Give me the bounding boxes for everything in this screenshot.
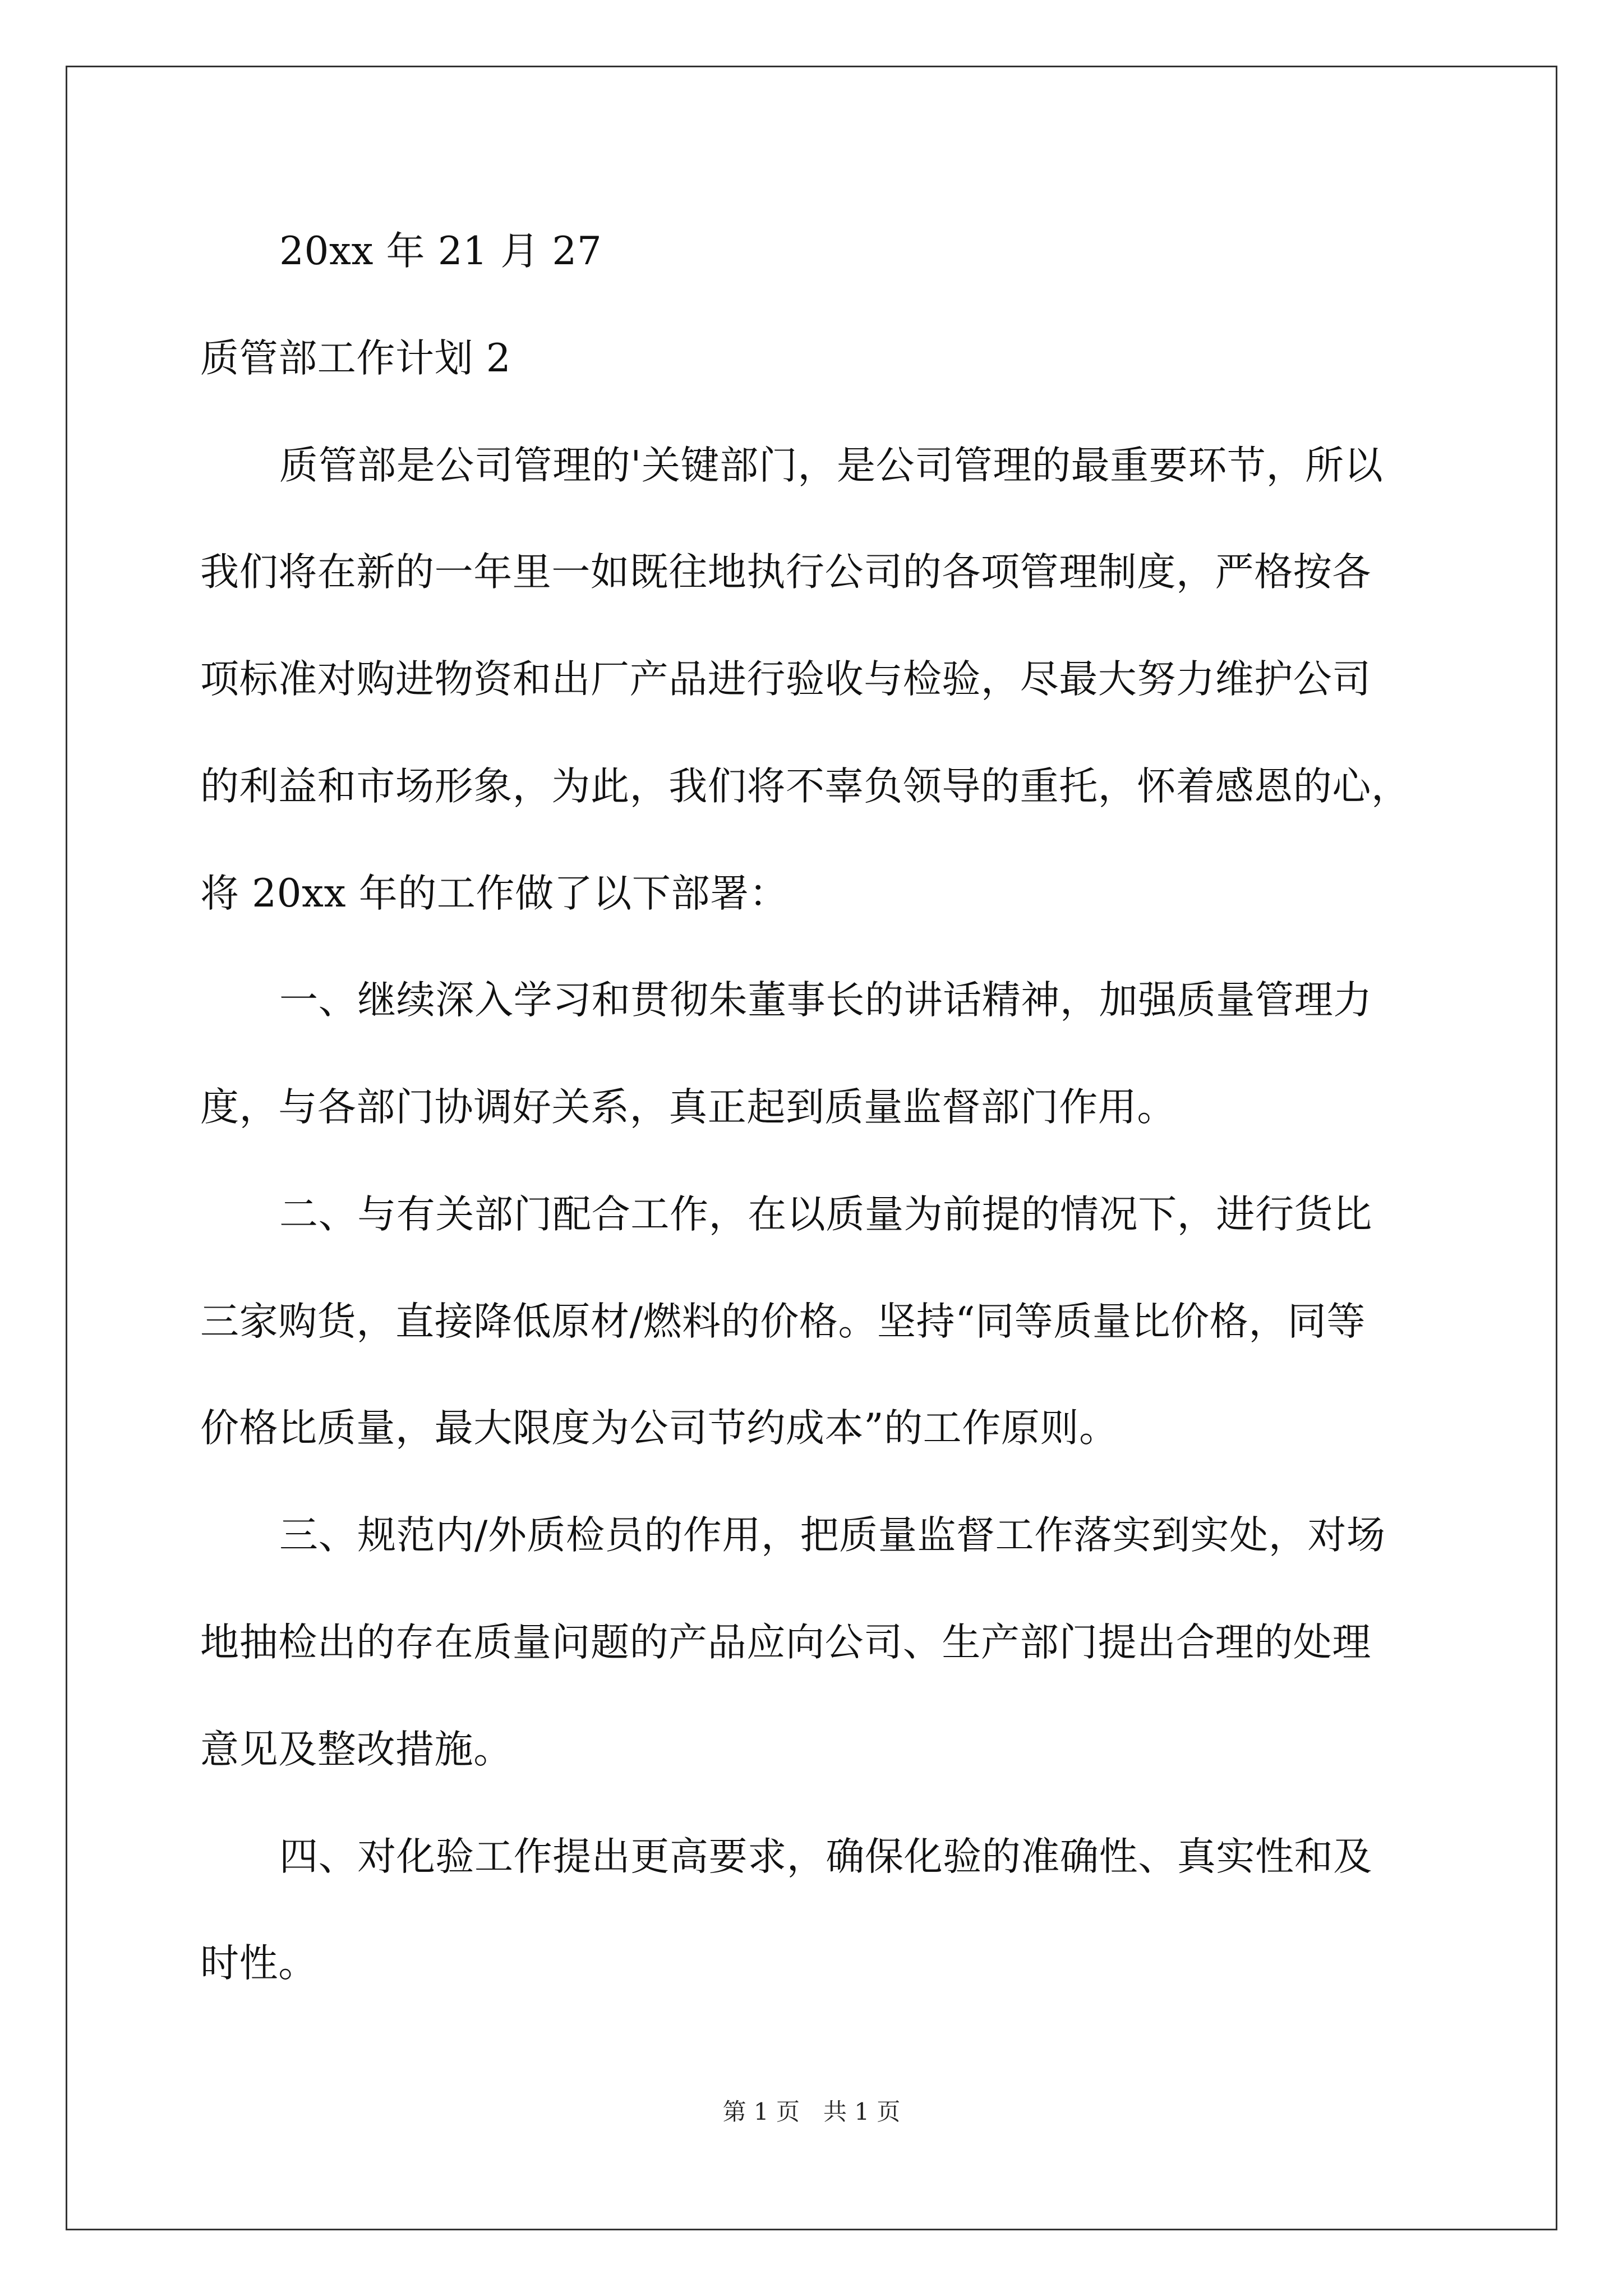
paragraph-line: 质管部是公司管理的'关键部门，是公司管理的最重要环节，所以 [279,443,1384,488]
paragraph-line: 地抽检出的存在质量问题的产品应向公司、生产部门提出合理的处理 [200,1620,1371,1665]
section-title: 质管部工作计划 2 [200,336,511,381]
paragraph-line: 意见及整改措施。 [200,1727,513,1772]
paragraph-line: 度，与各部门协调好关系，真正起到质量监督部门作用。 [200,1085,1176,1130]
date-line: 20xx 年 21 月 27 [279,229,602,274]
paragraph-line: 四、对化验工作提出更高要求，确保化验的准确性、真实性和及 [279,1834,1372,1879]
paragraph-line: 的利益和市场形象，为此，我们将不辜负领导的重托，怀着感恩的心， [200,764,1410,809]
paragraph-line: 三、规范内/外质检员的作用，把质量监督工作落实到实处，对场 [279,1513,1386,1558]
page-frame [66,66,1557,2230]
paragraph-line: 时性。 [200,1941,317,1986]
paragraph-line: 一、继续深入学习和贯彻朱董事长的讲话精神，加强质量管理力 [279,978,1372,1023]
paragraph-line: 二、与有关部门配合工作，在以质量为前提的情况下，进行货比 [279,1192,1372,1237]
paragraph-line: 项标准对购进物资和出厂产品进行验收与检验，尽最大努力维护公司 [200,657,1371,702]
page-footer: 第 1 页 共 1 页 [722,2098,901,2125]
paragraph-line: 价格比质量，最大限度为公司节约成本”的工作原则。 [200,1406,1118,1451]
paragraph-line: 将 20xx 年的工作做了以下部署： [200,871,789,916]
paragraph-line: 我们将在新的一年里一如既往地执行公司的各项管理制度，严格按各 [200,550,1371,595]
paragraph-line: 三家购货，直接降低原材/燃料的价格。坚持“同等质量比价格，同等 [200,1299,1366,1344]
